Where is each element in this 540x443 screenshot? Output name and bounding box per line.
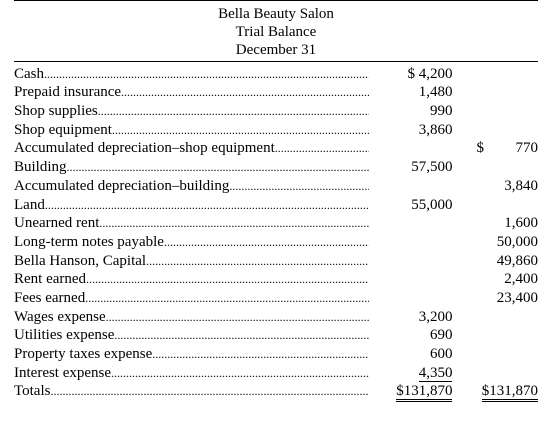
debit-amount — [373, 364, 453, 382]
debit-total-value: $131,870 — [396, 383, 452, 402]
table-row — [14, 344, 538, 363]
account-name: Cash — [14, 65, 44, 82]
totals-label: Totals — [14, 383, 51, 400]
credit-amount: 3,840 — [504, 177, 538, 194]
credit-total-value: $131,870 — [482, 383, 538, 402]
account-name: Accumulated depreciation–building — [14, 177, 230, 194]
totals-row — [14, 382, 538, 401]
credit-amount: 23,400 — [496, 289, 538, 306]
table-row — [14, 139, 538, 158]
account-name: Unearned rent — [14, 215, 100, 232]
table-row — [14, 64, 538, 83]
table-row — [14, 363, 538, 382]
report-date: December 31 — [235, 42, 317, 58]
account-name: Shop supplies — [14, 103, 98, 120]
account-name: Property taxes expense — [14, 346, 153, 362]
credit-total — [458, 382, 538, 400]
table-row — [14, 195, 538, 214]
table-row — [14, 270, 538, 289]
account-name: Rent earned — [14, 271, 87, 288]
debit-amount: 55,000 — [411, 196, 453, 213]
trial-balance — [14, 0, 538, 400]
table-row — [14, 288, 538, 307]
account-name: Bella Hanson, Capital — [14, 252, 147, 269]
debit-value: 4,350 — [418, 364, 453, 381]
account-name: Wages expense — [14, 308, 106, 325]
account-name: Utilities expense — [14, 327, 115, 344]
table-row — [14, 214, 538, 233]
company-name: Bella Beauty Salon — [218, 6, 334, 22]
account-name: Fees earned — [14, 289, 86, 306]
account-name: Prepaid insurance — [14, 84, 122, 101]
credit-amount: 50,000 — [496, 233, 538, 250]
table-row — [14, 101, 538, 120]
debit-amount: 3,860 — [418, 121, 453, 138]
table-row — [14, 176, 538, 195]
account-name: Long-term notes payable — [14, 233, 164, 250]
account-name: Building — [14, 159, 67, 176]
credit-amount: 49,860 — [496, 252, 538, 269]
credit-value: 770 — [515, 140, 538, 157]
table-row — [14, 120, 538, 139]
account-name: Shop equipment — [14, 121, 112, 138]
credit-amount: 1,600 — [504, 215, 538, 232]
table-row — [14, 232, 538, 251]
account-name: Accumulated depreciation–shop equipment — [14, 140, 275, 157]
credit-amount: 2,400 — [504, 271, 538, 288]
table-row — [14, 326, 538, 345]
debit-total — [373, 382, 453, 400]
debit-amount: 990 — [429, 103, 453, 120]
debit-amount: 3,200 — [418, 308, 453, 325]
debit-amount: 690 — [429, 327, 453, 344]
table-row — [14, 83, 538, 102]
table-row — [14, 307, 538, 326]
debit-amount: $ 4,200 — [407, 65, 453, 82]
table-row — [14, 251, 538, 270]
debit-amount: 600 — [429, 346, 453, 362]
credit-amount — [458, 139, 538, 157]
report-header — [14, 0, 538, 62]
currency-symbol: $ — [476, 140, 484, 157]
account-name: Interest expense — [14, 364, 112, 381]
table-row — [14, 157, 538, 176]
debit-amount: 1,480 — [418, 84, 453, 101]
debit-amount: 57,500 — [411, 159, 453, 176]
report-title: Trial Balance — [235, 24, 317, 40]
account-name: Land — [14, 196, 45, 213]
